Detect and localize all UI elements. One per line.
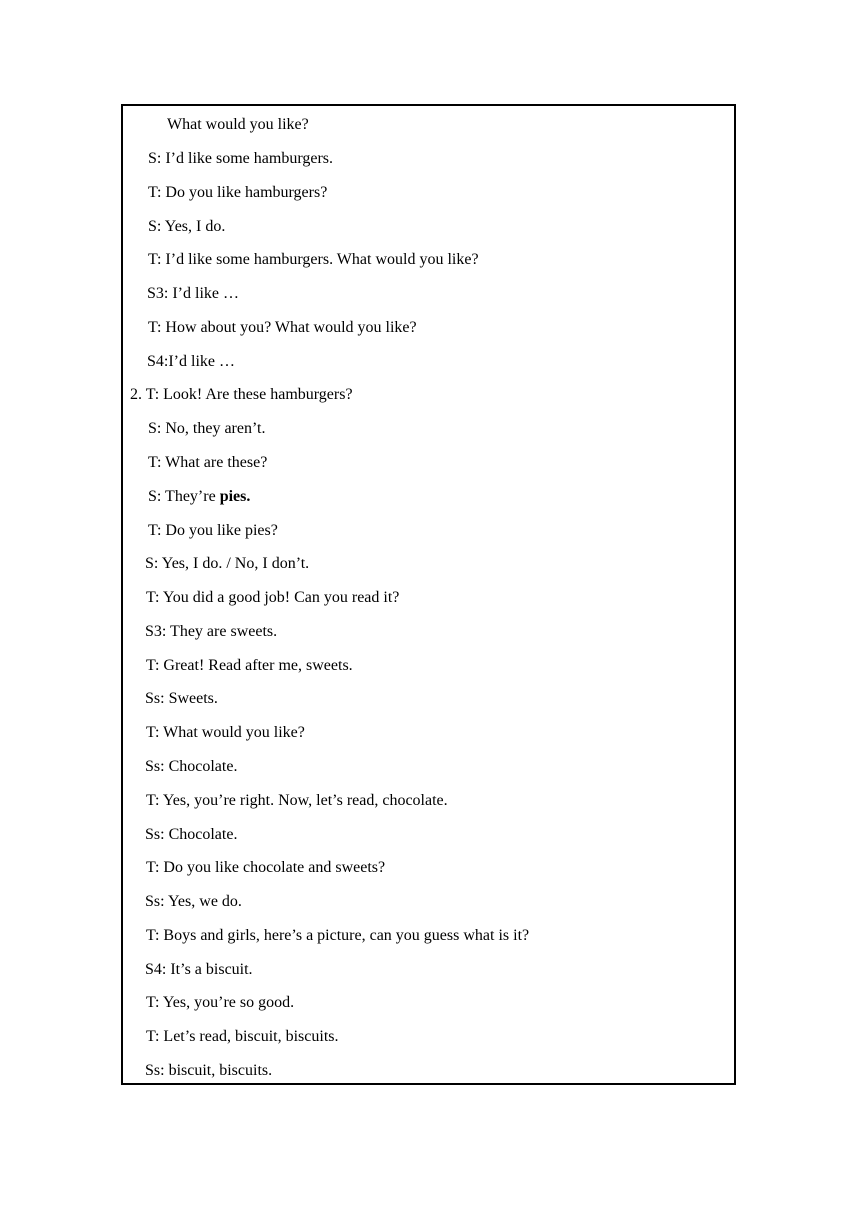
dialogue-line-21: T: Yes, you’re right. Now, let’s read, chocolate. — [146, 792, 448, 809]
dialogue-line-11: T: What are these? — [148, 454, 268, 471]
dialogue-line-25: T: Boys and girls, here’s a picture, can you guess what is it? — [146, 927, 530, 944]
dialogue-line-8: S4:I’d like … — [147, 353, 235, 370]
dialogue-line-19: T: What would you like? — [146, 724, 305, 741]
dialogue-line-5: T: I’d like some hamburgers. What would you like? — [148, 251, 479, 268]
dialogue-line-13: T: Do you like pies? — [148, 522, 278, 539]
dialogue-line-14: S: Yes, I do. / No, I don’t. — [145, 555, 310, 572]
vocabulary-word-pies: pies. — [219, 488, 251, 505]
dialogue-line-15: T: You did a good job! Can you read it? — [146, 589, 400, 606]
dialogue-line-10: S: No, they aren’t. — [148, 420, 266, 437]
dialogue-line-29: Ss: biscuit, biscuits. — [145, 1062, 273, 1079]
dialogue-line-17: T: Great! Read after me, sweets. — [146, 657, 353, 674]
dialogue-line-3: T: Do you like hamburgers? — [148, 184, 328, 201]
dialogue-line-6: S3: I’d like … — [147, 285, 239, 302]
dialogue-line-16: S3: They are sweets. — [145, 623, 278, 640]
dialogue-line-9: 2. T: Look! Are these hamburgers? — [130, 386, 353, 403]
lesson-dialogue-box — [121, 104, 736, 1085]
dialogue-line-22: Ss: Chocolate. — [145, 826, 238, 843]
dialogue-line-2: S: I’d like some hamburgers. — [148, 150, 334, 167]
dialogue-line-4: S: Yes, I do. — [148, 218, 226, 235]
dialogue-line-26: S4: It’s a biscuit. — [145, 961, 253, 978]
dialogue-line-7: T: How about you? What would you like? — [148, 319, 417, 336]
dialogue-line-20: Ss: Chocolate. — [145, 758, 238, 775]
dialogue-line-28: T: Let’s read, biscuit, biscuits. — [146, 1028, 339, 1045]
dialogue-line-18: Ss: Sweets. — [145, 690, 218, 707]
dialogue-line-23: T: Do you like chocolate and sweets? — [146, 859, 386, 876]
dialogue-line-27: T: Yes, you’re so good. — [146, 994, 295, 1011]
dialogue-line-1: What would you like? — [167, 116, 309, 133]
dialogue-line-12 — [148, 487, 250, 507]
dialogue-line-12-prefix: S: They’re — [148, 488, 220, 505]
dialogue-line-24: Ss: Yes, we do. — [145, 893, 242, 910]
